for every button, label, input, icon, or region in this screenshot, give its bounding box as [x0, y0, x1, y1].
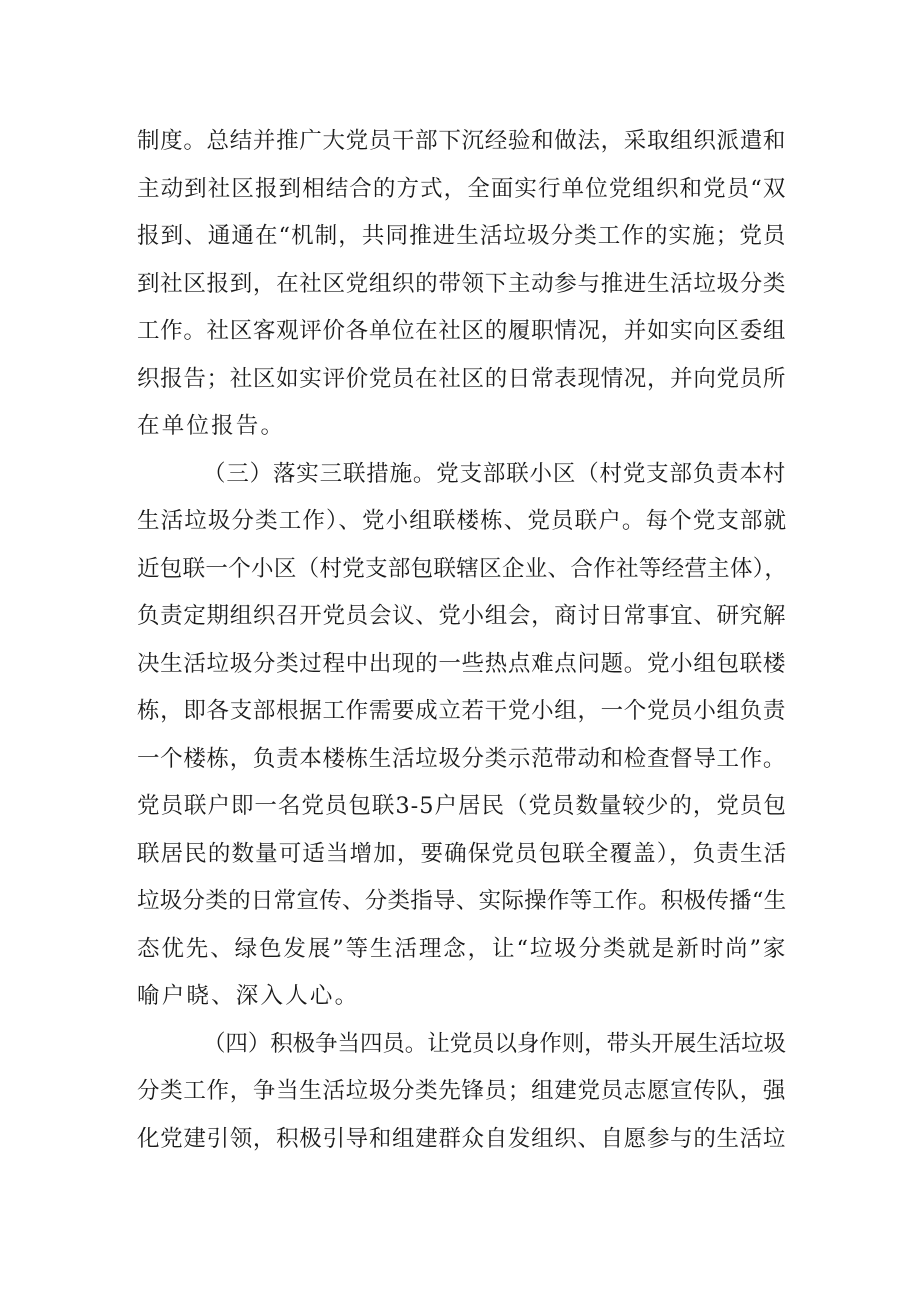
paragraph-line: 在单位报告。	[137, 413, 286, 439]
paragraph-line: 一个楼栋，负责本楼栋生活垃圾分类示范带动和检查督导工作。	[137, 745, 787, 772]
paragraph-line: 到社区报到，在社区党组织的带领下主动参与推进生活垃圾分类	[137, 270, 787, 297]
paragraph-line: 生活垃圾分类工作）、党小组联楼栋、党员联户。每个党支部就	[137, 508, 788, 534]
paragraph-line: 化党建引领，积极引导和组建群众自发组织、自愿参与的生活垃	[137, 1125, 787, 1152]
paragraph-line: 分类工作，争当生活垃圾分类先锋员；组建党员志愿宣传队，强	[137, 1078, 787, 1104]
paragraph-line: 工作。社区客观评价各单位在社区的履职情况，并如实向区委组	[137, 318, 787, 344]
paragraph-line: 栋，即各支部根据工作需要成立若干党小组，一个党员小组负责	[137, 698, 787, 724]
paragraph-line: 织报告；社区如实评价党员在社区的日常表现情况，并向党员所	[137, 365, 787, 392]
paragraph-line: 报到、通通在“机制，共同推进生活垃圾分类工作的实施；党员	[137, 223, 787, 249]
paragraph-line: 态优先、绿色发展”等生活理念，让“垃圾分类就是新时尚”家	[137, 935, 788, 962]
section-heading-line: （四）积极争当四员。让党员以身作则，带头开展生活垃圾	[203, 1030, 786, 1057]
paragraph-line: 党员联户即一名党员包联3-5户居民（党员数量较少的，党员包	[137, 793, 787, 819]
paragraph-line: 制度。总结并推广大党员干部下沉经验和做法，采取组织派遣和	[137, 128, 787, 154]
paragraph-line: 喻户晓、深入人心。	[137, 983, 360, 1009]
paragraph-line: 主动到社区报到相结合的方式，全面实行单位党组织和党员“双	[137, 175, 787, 202]
paragraph-line: 决生活垃圾分类过程中出现的一些热点难点问题。党小组包联楼	[137, 650, 787, 677]
paragraph-line: 垃圾分类的日常宣传、分类指导、实际操作等工作。积极传播“生	[137, 888, 787, 914]
paragraph-line: 近包联一个小区（村党支部包联辖区企业、合作社等经营主体），	[137, 555, 788, 582]
paragraph-line: 联居民的数量可适当增加，要确保党员包联全覆盖），负责生活	[137, 840, 788, 867]
section-heading-line: （三）落实三联措施。党支部联小区（村党支部负责本村	[203, 460, 787, 487]
paragraph-line: 负责定期组织召开党员会议、党小组会，商讨日常事宜、研究解	[137, 603, 787, 629]
document-body	[137, 118, 788, 1163]
